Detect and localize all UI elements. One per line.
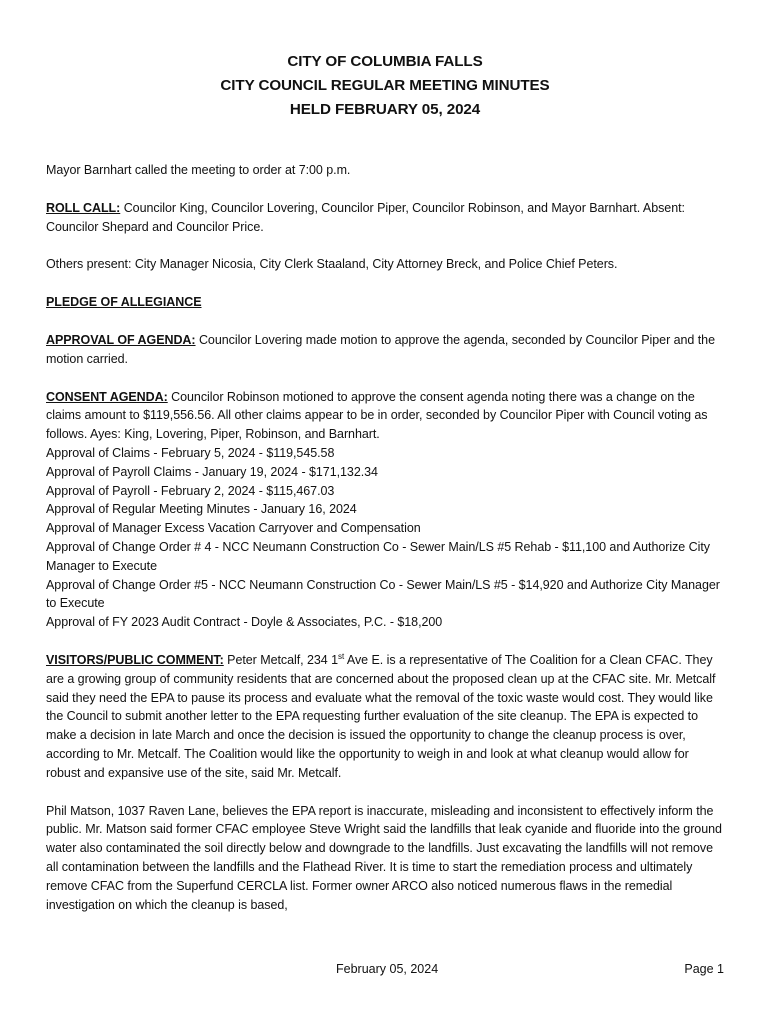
consent-item: Approval of Manager Excess Vacation Carryover and Compensation [46, 521, 421, 536]
pledge-heading: PLEDGE OF ALLEGIANCE [46, 295, 202, 310]
page-number: Page 1 [684, 962, 724, 976]
footer-date: February 05, 2024 [336, 962, 439, 976]
consent-items [46, 444, 726, 632]
consent-item: Approval of Regular Meeting Minutes - January 16, 2024 [46, 502, 357, 517]
agenda-paragraph [46, 331, 726, 369]
consent-text: Councilor Robinson motioned to approve the consent agenda noting there was a change on the claims amount to $119,556.56. All other claims appear to be in order, seconded by Councilor Piper with Council voting as follows. Ayes: King, Lovering, Piper, Robinson, and Barnhart. [46, 389, 708, 442]
consent-item: Approval of Claims - February 5, 2024 - $119,545.58 [46, 445, 335, 460]
minutes-body [46, 161, 726, 933]
document-title [0, 50, 770, 122]
roll-call-text: Councilor King, Councilor Lovering, Councilor Piper, Councilor Robinson, and Mayor Barnhart. Absent: Councilor Shepard and Councilor Price. [46, 200, 685, 234]
consent-heading: CONSENT AGENDA: [46, 389, 168, 404]
pledge-paragraph [46, 293, 726, 312]
consent-item: Approval of Payroll - February 2, 2024 - $115,467.03 [46, 483, 335, 498]
visitors-paragraph [46, 651, 726, 783]
agenda-text: Councilor Lovering made motion to approve the agenda, seconded by Councilor Piper and the motion carried. [46, 332, 715, 366]
others-present: Others present: City Manager Nicosia, City Clerk Staaland, City Attorney Breck, and Police Chief Peters. [46, 257, 618, 272]
visitors-heading: VISITORS/PUBLIC COMMENT: [46, 652, 224, 667]
consent-paragraph [46, 388, 726, 444]
roll-call-paragraph [46, 199, 726, 237]
visitors-sup: st [338, 651, 345, 661]
title-meeting: CITY COUNCIL REGULAR MEETING MINUTES [220, 77, 550, 94]
visitors-text-b: Ave E. is a representative of The Coalition for a Clean CFAC. They are a growing group of community residents that are concerned about the proposed clean up at the CFAC site. Mr. Metcalf said they need the EPA to pause its process and evaluate what the removal of the toxic waste would cost. They would like the Council to submit another letter to the EPA requesting further evaluation of the site cleanup. The EPA is expected to make a decision in late March and once the decision is issued the opportunity to change the cleanup process is over, according to Mr. Metcalf. The Coalition would like the opportunity to weigh in and look at what cleanup would allow for robust and expansive use of the site, said Mr. Metcalf. [46, 652, 716, 780]
consent-item: Approval of Payroll Claims - January 19, 2024 - $171,132.34 [46, 464, 378, 479]
visitors-text-a: Peter Metcalf, 234 1 [223, 652, 339, 667]
matson-paragraph: Phil Matson, 1037 Raven Lane, believes the EPA report is inaccurate, misleading and inconsistent to effectively inform the public. Mr. Matson said former CFAC employee Steve Wright said the landfills that leak cyanide and fluoride into the ground water also contaminated the soil directly below and downgrade to the landfills. Just excavating the landfills will not remove all contamination between the landfills and the Flathead River. It is time to start the remediation process and ultimately remove CFAC from the Superfund CERCLA list. Former owner ARCO also noticed numerous flaws in the remedial investigation on which the cleanup is based, [46, 803, 722, 912]
roll-call-heading: ROLL CALL: [46, 200, 121, 215]
consent-item: Approval of Change Order # 4 - NCC Neumann Construction Co - Sewer Main/LS #5 Rehab - $11,100 and Authorize City Manager to Execute [46, 539, 710, 573]
call-to-order: Mayor Barnhart called the meeting to order at 7:00 p.m. [46, 163, 351, 177]
consent-item: Approval of FY 2023 Audit Contract - Doyle & Associates, P.C. - $18,200 [46, 615, 443, 630]
consent-item: Approval of Change Order #5 - NCC Neumann Construction Co - Sewer Main/LS #5 - $14,920 and Authorize City Manager to Execute [46, 577, 720, 611]
agenda-heading: APPROVAL OF AGENDA: [46, 332, 196, 347]
title-city: CITY OF COLUMBIA FALLS [287, 53, 483, 70]
page-footer [46, 962, 726, 980]
title-date: HELD FEBRUARY 05, 2024 [289, 101, 481, 118]
